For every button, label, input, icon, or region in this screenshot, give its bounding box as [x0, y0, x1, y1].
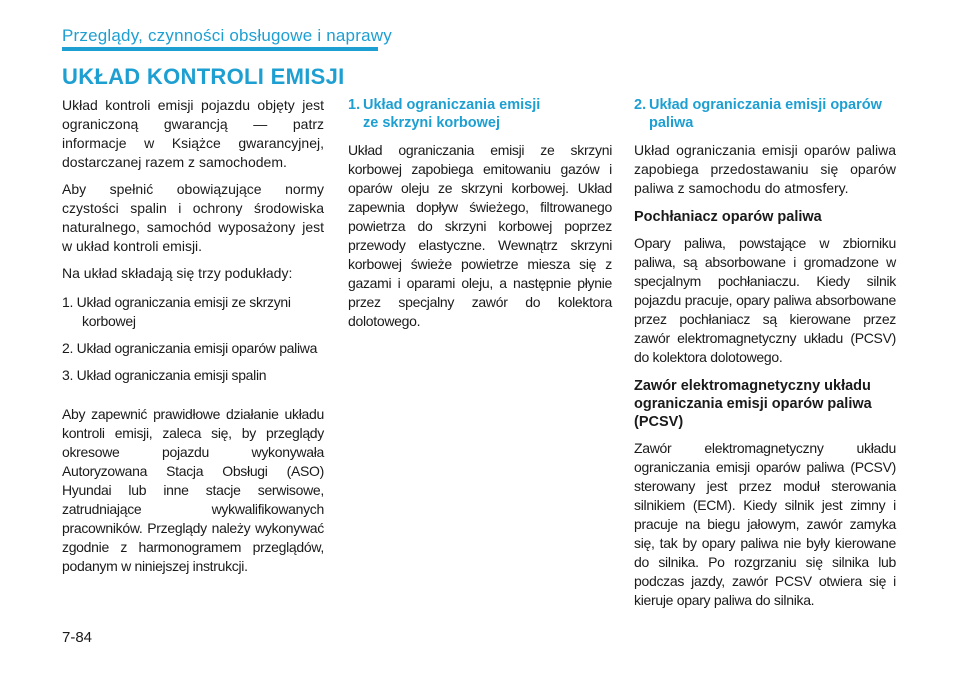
evaporative-heading — [634, 96, 896, 132]
list-item: 2. Układ ograniczania emisji oparów paliwa — [62, 340, 318, 356]
crankcase-heading — [348, 96, 612, 132]
standards-paragraph: Aby spełnić obowiązujące normy czystości spalin i ochrony środowiska naturalnego, samochód wyposażony jest w układ kontroli emisji. — [62, 181, 324, 254]
column-middle — [348, 96, 612, 339]
heading-line: ze skrzyni korbowej — [363, 115, 500, 131]
canister-subheading: Pochłaniacz oparów paliwa — [634, 209, 822, 225]
maintenance-paragraph: Aby zapewnić prawidłowe działanie układu kontroli emisji, zaleca się, by przeglądy okresowe pojazdu wykonywała Autoryzowana Stacja Obsługi (ASO) Hyundai lub inne stacje serwisowe, zatrudniające wykwalifikowanych pracowników. Przeglądy należy wykonywać zgodnie z harmonogramem przeglądów, podanym w niniejszej instrukcji. — [62, 406, 324, 574]
section-title: UKŁAD KONTROLI EMISJI — [62, 64, 345, 89]
subsystems-intro: Na układ składają się trzy podukłady: — [62, 265, 293, 281]
column-left — [62, 96, 324, 584]
evaporative-paragraph: Układ ograniczania emisji oparów paliwa zapobiega przedostawaniu się oparów paliwa z samochodu do atmosfery. — [634, 142, 896, 196]
list-item: 3. Układ ograniczania emisji spalin — [62, 367, 267, 383]
crankcase-paragraph: Układ ograniczania emisji ze skrzyni korbowej zapobiega emitowaniu gazów i oparów oleju ze skrzyni korbowej. Układ zapewnia dopływ świeżego, filtrowanego powietrza do skrzyni korbowej poprzez przewody elastyczne. Wewnątrz skrzyni korbowej świeże powietrze miesza się z gazami i oparami oleju, a następnie płynie przez specjalny zawór do kolektora dolotowego. — [348, 142, 612, 329]
canister-paragraph: Opary paliwa, powstające w zbiorniku paliwa, są absorbowane i gromadzone w specjalnym pochłaniaczu. Kiedy silnik pojazdu pracuje, opary paliwa absorbowane przez pochłaniacz są kierowane przez zawór elektromagnetyczny układu (PCSV) do kolektora dolotowego. — [634, 235, 896, 365]
chapter-header-title: Przeglądy, czynności obsługowe i naprawy — [62, 26, 392, 45]
list-item: 1. Układ ograniczania emisji ze skrzyni korbowej — [62, 294, 291, 329]
heading-line: paliwa — [649, 115, 694, 131]
subsystems-list — [62, 293, 324, 385]
pcsv-subheading: Zawór elektromagnetyczny układu ograniczania emisji oparów paliwa (PCSV) — [634, 378, 872, 430]
column-right — [634, 96, 896, 618]
heading-number: 2. — [634, 97, 647, 113]
heading-line: Układ ograniczania emisji oparów — [649, 97, 882, 113]
intro-paragraph: Układ kontroli emisji pojazdu objęty jest ograniczoną gwarancją — patrz informacje w Książce gwarancyjnej, dostarczanej razem z samochodem. — [62, 97, 324, 170]
pcsv-paragraph: Zawór elektromagnetyczny układu ograniczania emisji oparów paliwa (PCSV) sterowany jest przez moduł sterowania silnikiem (ECM). Kiedy silnik jest zimny i pracuje na biegu jałowym, zawór zamyka się, tak by opary paliwa nie były kierowane do silnika. Po rozgrzaniu się silnika lub podczas jazdy, zawór PCSV otwiera się i kieruje opary paliwa do silnika. — [634, 440, 896, 608]
heading-line: Układ ograniczania emisji — [363, 97, 541, 113]
page-number: 7-84 — [62, 629, 93, 646]
heading-number: 1. — [348, 97, 361, 113]
header-underline — [62, 47, 378, 51]
